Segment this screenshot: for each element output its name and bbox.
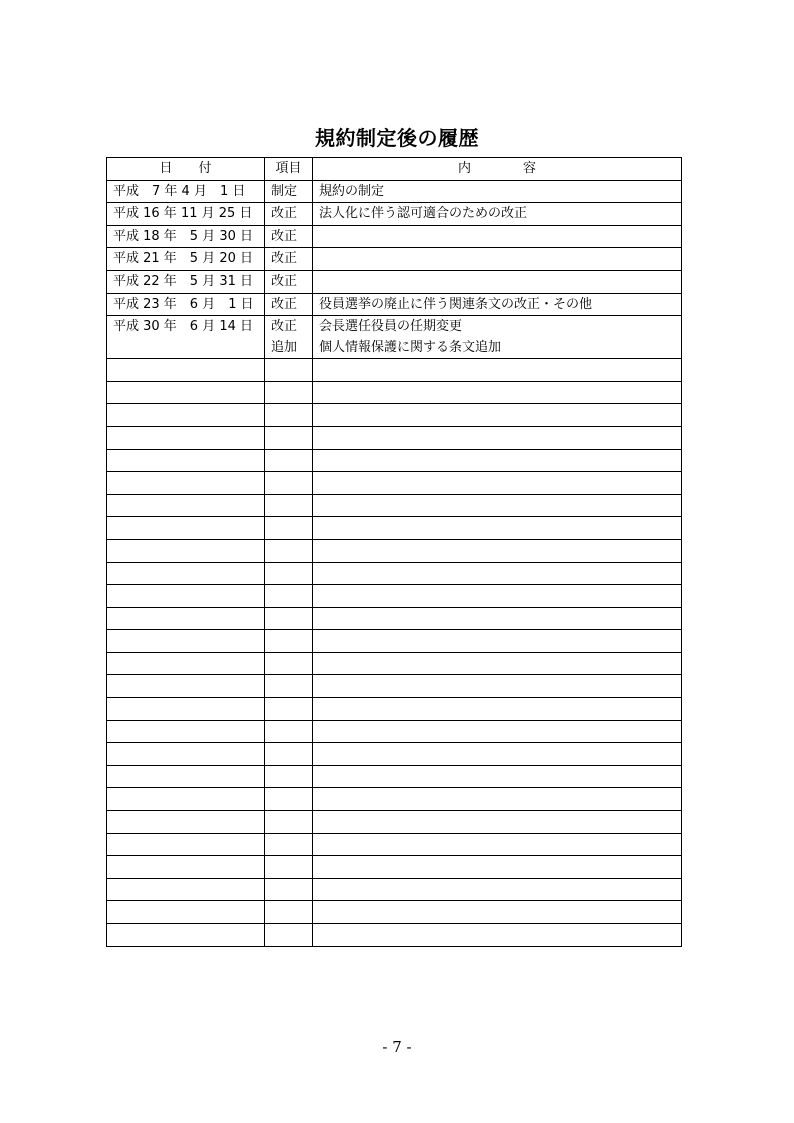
- empty-cell: [265, 494, 313, 517]
- row-content: [313, 180, 682, 203]
- row-content-text: [319, 248, 675, 269]
- row-item-label: 改正: [271, 228, 298, 244]
- empty-cell: [107, 381, 265, 404]
- row-item: [265, 293, 313, 316]
- empty-cell: [313, 856, 682, 879]
- empty-cell: [313, 901, 682, 924]
- empty-cell: [265, 472, 313, 495]
- empty-cell: [265, 878, 313, 901]
- empty-cell: [313, 517, 682, 540]
- empty-cell: [265, 856, 313, 879]
- row-item-label: 改正: [271, 273, 298, 289]
- empty-cell: [313, 404, 682, 427]
- row-content-text: 会長選任役員の任期変更: [319, 319, 463, 335]
- empty-cell: [107, 472, 265, 495]
- header-item: 項目: [265, 158, 313, 181]
- empty-table-row: [107, 878, 682, 901]
- row-content: [313, 316, 682, 359]
- empty-cell: [265, 562, 313, 585]
- empty-cell: [265, 833, 313, 856]
- empty-table-row: [107, 381, 682, 404]
- empty-cell: [107, 788, 265, 811]
- empty-cell: [107, 359, 265, 382]
- empty-cell: [107, 449, 265, 472]
- row-date: 平成 7 年 4 月 1 日: [107, 180, 265, 203]
- empty-cell: [313, 539, 682, 562]
- empty-cell: [265, 811, 313, 834]
- empty-cell: [313, 630, 682, 653]
- empty-table-row: [107, 856, 682, 879]
- empty-table-row: [107, 404, 682, 427]
- empty-cell: [265, 517, 313, 540]
- empty-table-row: [107, 449, 682, 472]
- table-row: [107, 225, 682, 248]
- empty-table-row: [107, 675, 682, 698]
- row-content-text: 法人化に伴う認可適合のための改正: [319, 206, 528, 222]
- empty-cell: [107, 585, 265, 608]
- row-item: [265, 225, 313, 248]
- row-item: [265, 248, 313, 271]
- empty-cell: [107, 652, 265, 675]
- empty-cell: [107, 743, 265, 766]
- row-content-text: 個人情報保護に関する条文追加: [319, 340, 502, 356]
- row-item-label: 改正: [271, 296, 298, 312]
- empty-cell: [107, 562, 265, 585]
- empty-cell: [107, 675, 265, 698]
- empty-cell: [265, 449, 313, 472]
- empty-table-row: [107, 924, 682, 947]
- empty-cell: [313, 833, 682, 856]
- empty-table-row: [107, 494, 682, 517]
- empty-cell: [107, 607, 265, 630]
- empty-cell: [265, 720, 313, 743]
- empty-table-row: [107, 698, 682, 721]
- row-item: [265, 270, 313, 293]
- page-number: - 7 -: [382, 1038, 412, 1056]
- empty-table-row: [107, 833, 682, 856]
- row-item-label: 制定: [271, 183, 298, 199]
- row-date: 平成 23 年 6 月 1 日: [107, 293, 265, 316]
- empty-cell: [313, 675, 682, 698]
- empty-table-row: [107, 743, 682, 766]
- row-date: 平成 30 年 6 月 14 日: [107, 316, 265, 359]
- empty-table-row: [107, 539, 682, 562]
- empty-cell: [107, 833, 265, 856]
- row-item: [265, 316, 313, 359]
- row-content: [313, 203, 682, 226]
- empty-cell: [107, 856, 265, 879]
- empty-cell: [313, 743, 682, 766]
- empty-cell: [313, 788, 682, 811]
- empty-cell: [107, 811, 265, 834]
- empty-cell: [265, 585, 313, 608]
- history-table: [106, 157, 682, 947]
- empty-cell: [313, 811, 682, 834]
- row-item: [265, 180, 313, 203]
- empty-cell: [107, 426, 265, 449]
- row-content-text: [319, 271, 675, 292]
- empty-cell: [265, 426, 313, 449]
- empty-cell: [107, 630, 265, 653]
- empty-table-row: [107, 901, 682, 924]
- empty-table-row: [107, 472, 682, 495]
- empty-cell: [265, 607, 313, 630]
- row-content: [313, 293, 682, 316]
- empty-cell: [265, 539, 313, 562]
- row-item-label: 改正: [271, 206, 298, 222]
- empty-cell: [265, 630, 313, 653]
- empty-cell: [107, 539, 265, 562]
- table-row: [107, 203, 682, 226]
- empty-cell: [313, 765, 682, 788]
- empty-cell: [107, 720, 265, 743]
- row-content-text: 規約の制定: [319, 183, 385, 199]
- empty-table-row: [107, 562, 682, 585]
- empty-cell: [313, 359, 682, 382]
- row-content: [313, 248, 682, 271]
- row-item-label: 追加: [271, 340, 298, 356]
- empty-table-row: [107, 788, 682, 811]
- table-row: [107, 270, 682, 293]
- empty-cell: [265, 381, 313, 404]
- empty-table-row: [107, 607, 682, 630]
- empty-cell: [313, 607, 682, 630]
- empty-cell: [265, 359, 313, 382]
- empty-cell: [265, 788, 313, 811]
- empty-cell: [107, 404, 265, 427]
- empty-cell: [265, 901, 313, 924]
- empty-cell: [313, 562, 682, 585]
- empty-table-row: [107, 630, 682, 653]
- empty-cell: [107, 924, 265, 947]
- empty-cell: [107, 901, 265, 924]
- table-row: [107, 316, 682, 359]
- row-item-label: 改正: [271, 251, 298, 267]
- row-date: 平成 16 年 11 月 25 日: [107, 203, 265, 226]
- empty-table-row: [107, 811, 682, 834]
- page-title: 規約制定後の履歴: [315, 126, 479, 150]
- empty-cell: [107, 517, 265, 540]
- row-content-text: 役員選挙の廃止に伴う関連条文の改正・その他: [319, 296, 593, 312]
- header-date: 日 付: [107, 158, 265, 181]
- empty-cell: [107, 878, 265, 901]
- empty-cell: [265, 743, 313, 766]
- empty-table-row: [107, 585, 682, 608]
- empty-cell: [107, 698, 265, 721]
- empty-cell: [313, 494, 682, 517]
- empty-cell: [313, 652, 682, 675]
- row-content-text: [319, 226, 675, 247]
- table-header-row: [107, 158, 682, 181]
- empty-cell: [313, 720, 682, 743]
- row-date: 平成 21 年 5 月 20 日: [107, 248, 265, 271]
- row-item: [265, 203, 313, 226]
- empty-table-row: [107, 765, 682, 788]
- row-date: 平成 18 年 5 月 30 日: [107, 225, 265, 248]
- empty-cell: [107, 765, 265, 788]
- empty-table-row: [107, 652, 682, 675]
- empty-table-row: [107, 426, 682, 449]
- empty-cell: [265, 765, 313, 788]
- empty-cell: [313, 449, 682, 472]
- row-content: [313, 225, 682, 248]
- empty-cell: [265, 924, 313, 947]
- table-row: [107, 180, 682, 203]
- empty-cell: [313, 924, 682, 947]
- history-body: [107, 180, 682, 946]
- empty-cell: [313, 698, 682, 721]
- empty-cell: [313, 472, 682, 495]
- empty-cell: [265, 652, 313, 675]
- empty-cell: [265, 698, 313, 721]
- row-date: 平成 22 年 5 月 31 日: [107, 270, 265, 293]
- empty-cell: [265, 404, 313, 427]
- empty-cell: [107, 494, 265, 517]
- empty-cell: [313, 381, 682, 404]
- header-content: 内 容: [313, 158, 682, 181]
- empty-cell: [313, 878, 682, 901]
- table-row: [107, 248, 682, 271]
- row-content: [313, 270, 682, 293]
- empty-cell: [265, 675, 313, 698]
- row-item-label: 改正: [271, 319, 298, 335]
- empty-table-row: [107, 517, 682, 540]
- empty-table-row: [107, 359, 682, 382]
- empty-cell: [313, 426, 682, 449]
- empty-table-row: [107, 720, 682, 743]
- empty-cell: [313, 585, 682, 608]
- table-row: [107, 293, 682, 316]
